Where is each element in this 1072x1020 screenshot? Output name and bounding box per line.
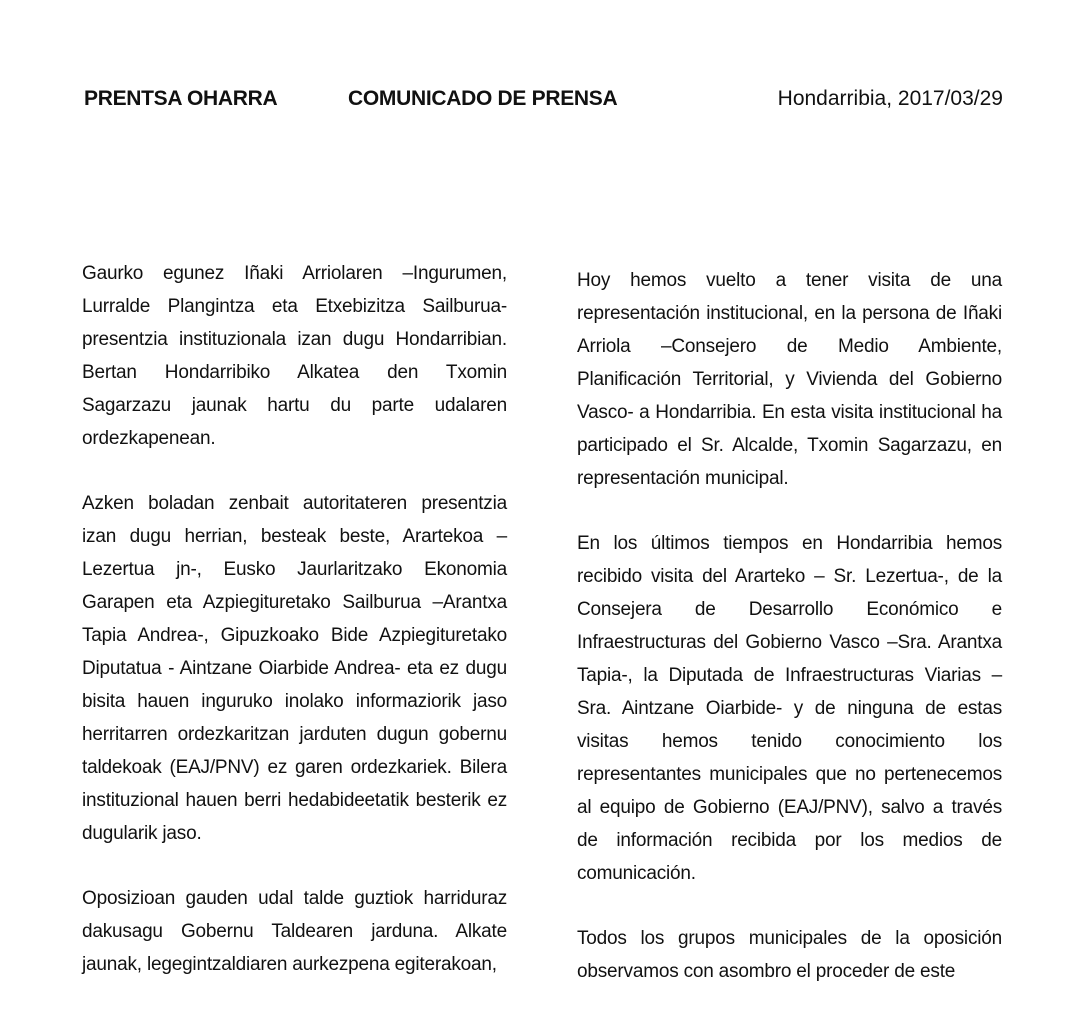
spanish-column bbox=[577, 264, 1002, 1020]
place-date: Hondarribia, 2017/03/29 bbox=[777, 87, 1003, 110]
basque-column bbox=[82, 257, 507, 1013]
document-header bbox=[0, 84, 1072, 114]
basque-press-release-label: PRENTSA OHARRA bbox=[84, 87, 278, 110]
spanish-paragraph-3: Todos los grupos municipales de la oposición observamos con asombro el proceder de este bbox=[577, 928, 1002, 982]
spanish-paragraph-2: En los últimos tiempos en Hondarribia hemos recibido visita del Ararteko – Sr. Lezertua-, de la Consejera de Desarrollo Económico e Infraestructuras del Gobierno Vasco –Sra. Arantxa Tapia-, la Diputada de Infraestructuras Viarias –Sra. Aintzane Oiarbide- y de ninguna de estas visitas hemos tenido conocimiento los representantes municipales que no pertenecemos al equipo de Gobierno (EAJ/PNV), salvo a través de información recibida por los medios de comunicación. bbox=[577, 533, 1002, 884]
basque-paragraph-2: Azken boladan zenbait autoritateren presentzia izan dugu herrian, besteak beste, Arartekoa –Lezertua jn-, Eusko Jaurlaritzako Ekonomia Garapen eta Azpiegituretako Sailburua –Arantxa Tapia Andrea-, Gipuzkoako Bide Azpiegituretako Diputatua - Aintzane Oiarbide Andrea- eta ez dugu bisita hauen inguruko inolako informaziorik jaso herritarren ordezkaritzan jarduten dugun gobernu taldekoak (EAJ/PNV) ez garen ordezkariek. Bilera instituzional hauen berri hedabideetatik besterik ez dugularik jaso. bbox=[82, 493, 507, 844]
basque-paragraph-3: Oposizioan gauden udal talde guztiok harriduraz dakusagu Gobernu Taldearen jarduna. Alkate jaunak, legegintzaldiaren aurkezpena egiterakoan, bbox=[82, 888, 507, 975]
basque-paragraph-1: Gaurko egunez Iñaki Arriolaren –Ingurumen, Lurralde Plangintza eta Etxebizitza Sailburua- presentzia instituzionala izan dugu Hondarribian. Bertan Hondarribiko Alkatea den Txomin Sagarzazu jaunak hartu du parte udalaren ordezkapenean. bbox=[82, 263, 507, 449]
spanish-paragraph-1: Hoy hemos vuelto a tener visita de una representación institucional, en la persona de Iñaki Arriola –Consejero de Medio Ambiente, Planificación Territorial, y Vivienda del Gobierno Vasco- a Hondarribia. En esta visita institucional ha participado el Sr. Alcalde, Txomin Sagarzazu, en representación municipal. bbox=[577, 270, 1002, 489]
spanish-press-release-label: COMUNICADO DE PRENSA bbox=[348, 87, 618, 110]
